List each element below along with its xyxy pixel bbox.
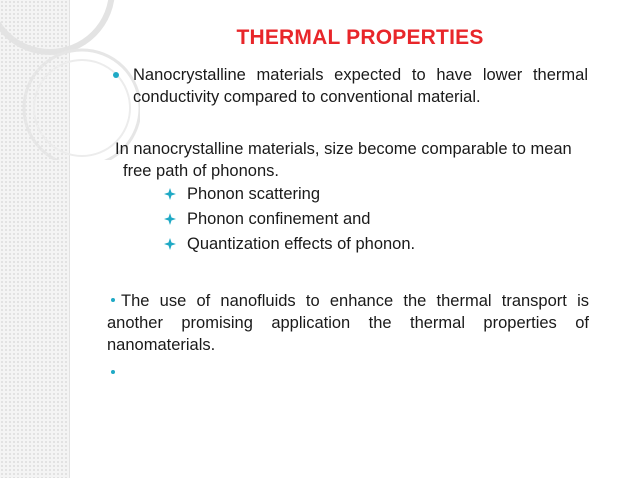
slide-title: THERMAL PROPERTIES [236, 26, 484, 49]
decorative-circles [0, 0, 140, 160]
four-point-diamond-icon [164, 188, 176, 200]
paragraph-line-1: In nanocrystalline materials, size become comparable to mean [115, 140, 572, 158]
sub-item-2: Phonon confinement and [187, 210, 371, 228]
round-dot-icon [111, 370, 115, 374]
round-dot-icon [113, 72, 119, 78]
paragraph-line-2: free path of phonons. [123, 162, 279, 180]
bullet-2-line-1: The use of nanofluids to enhance the thermal transport is [121, 292, 589, 310]
bullet-1-line-2: conductivity compared to conventional material. [133, 88, 481, 106]
bullet-2 [107, 290, 589, 356]
four-point-diamond-icon [164, 238, 176, 250]
bullet-2-line-2: another promising application the thermal properties of [107, 314, 589, 332]
bullet-1-line-1: Nanocrystalline materials expected to have lower thermal [133, 66, 588, 84]
bullet-2-line-3: nanomaterials. [107, 336, 216, 354]
sub-item-1: Phonon scattering [187, 185, 321, 203]
four-point-diamond-icon [164, 213, 176, 225]
bullet-1 [133, 64, 588, 108]
sub-item-3: Quantization effects of phonon. [187, 235, 416, 253]
paragraph [115, 138, 605, 182]
